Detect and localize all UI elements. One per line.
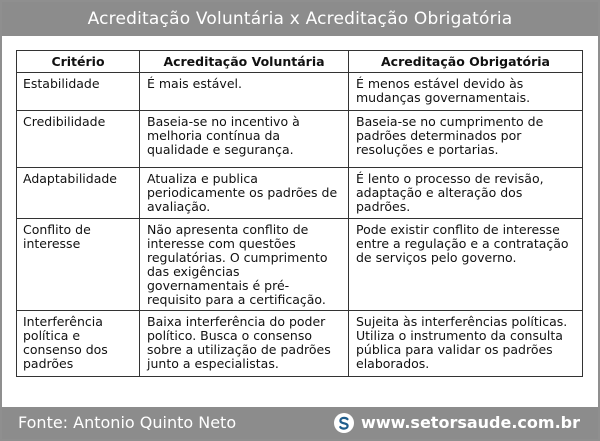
cell-voluntaria: Atualiza e publica periodicamente os padrões de avaliação. [140,168,349,219]
page-title: Acreditação Voluntária x Acreditação Obrigatória [87,9,513,29]
cell-voluntaria: Baixa interferência do poder político. Busca o consenso sobre a utilização de padrões junto a especialistas. [140,311,349,377]
comparison-table-wrapper [16,50,583,377]
table-row [17,219,583,311]
table-header-row [17,51,583,73]
source-credit: Fonte: Antonio Quinto Neto [18,413,237,432]
cell-criterio: Adaptabilidade [17,168,140,219]
cell-obrigatoria: Pode existir conflito de interesse entre a regulação e a contratação de serviços pelo governo. [349,219,583,311]
cell-criterio: Credibilidade [17,111,140,168]
header-obrigatoria: Acreditação Obrigatória [349,51,583,73]
cell-criterio: Estabilidade [17,73,140,111]
website-url[interactable]: www.setorsaude.com.br [361,413,580,432]
title-bar [2,2,598,36]
table-row [17,73,583,111]
footer-bar [2,407,598,439]
cell-voluntaria: Baseia-se no incentivo à melhoria contínua da qualidade e segurança. [140,111,349,168]
cell-voluntaria: Não apresenta conflito de interesse com questões regulatórias. O cumprimento das exigências governamentais é pré-requisito para a certificação. [140,219,349,311]
header-criterio: Critério [17,51,140,73]
cell-obrigatoria: É lento o processo de revisão, adaptação e alteração dos padrões. [349,168,583,219]
header-voluntaria: Acreditação Voluntária [140,51,349,73]
table-row [17,311,583,377]
website-credit[interactable] [334,407,580,439]
setorsaude-logo-icon [334,413,354,433]
cell-obrigatoria: Sujeita às interferências políticas. Utiliza o instrumento da consulta pública para validar os padrões elaborados. [349,311,583,377]
cell-voluntaria: É mais estável. [140,73,349,111]
cell-criterio: Interferência política e consenso dos padrões [17,311,140,377]
cell-obrigatoria: É menos estável devido às mudanças governamentais. [349,73,583,111]
cell-criterio: Conflito de interesse [17,219,140,311]
table-row [17,111,583,168]
table-row [17,168,583,219]
cell-obrigatoria: Baseia-se no cumprimento de padrões determinados por resoluções e portarias. [349,111,583,168]
comparison-table [16,50,583,377]
